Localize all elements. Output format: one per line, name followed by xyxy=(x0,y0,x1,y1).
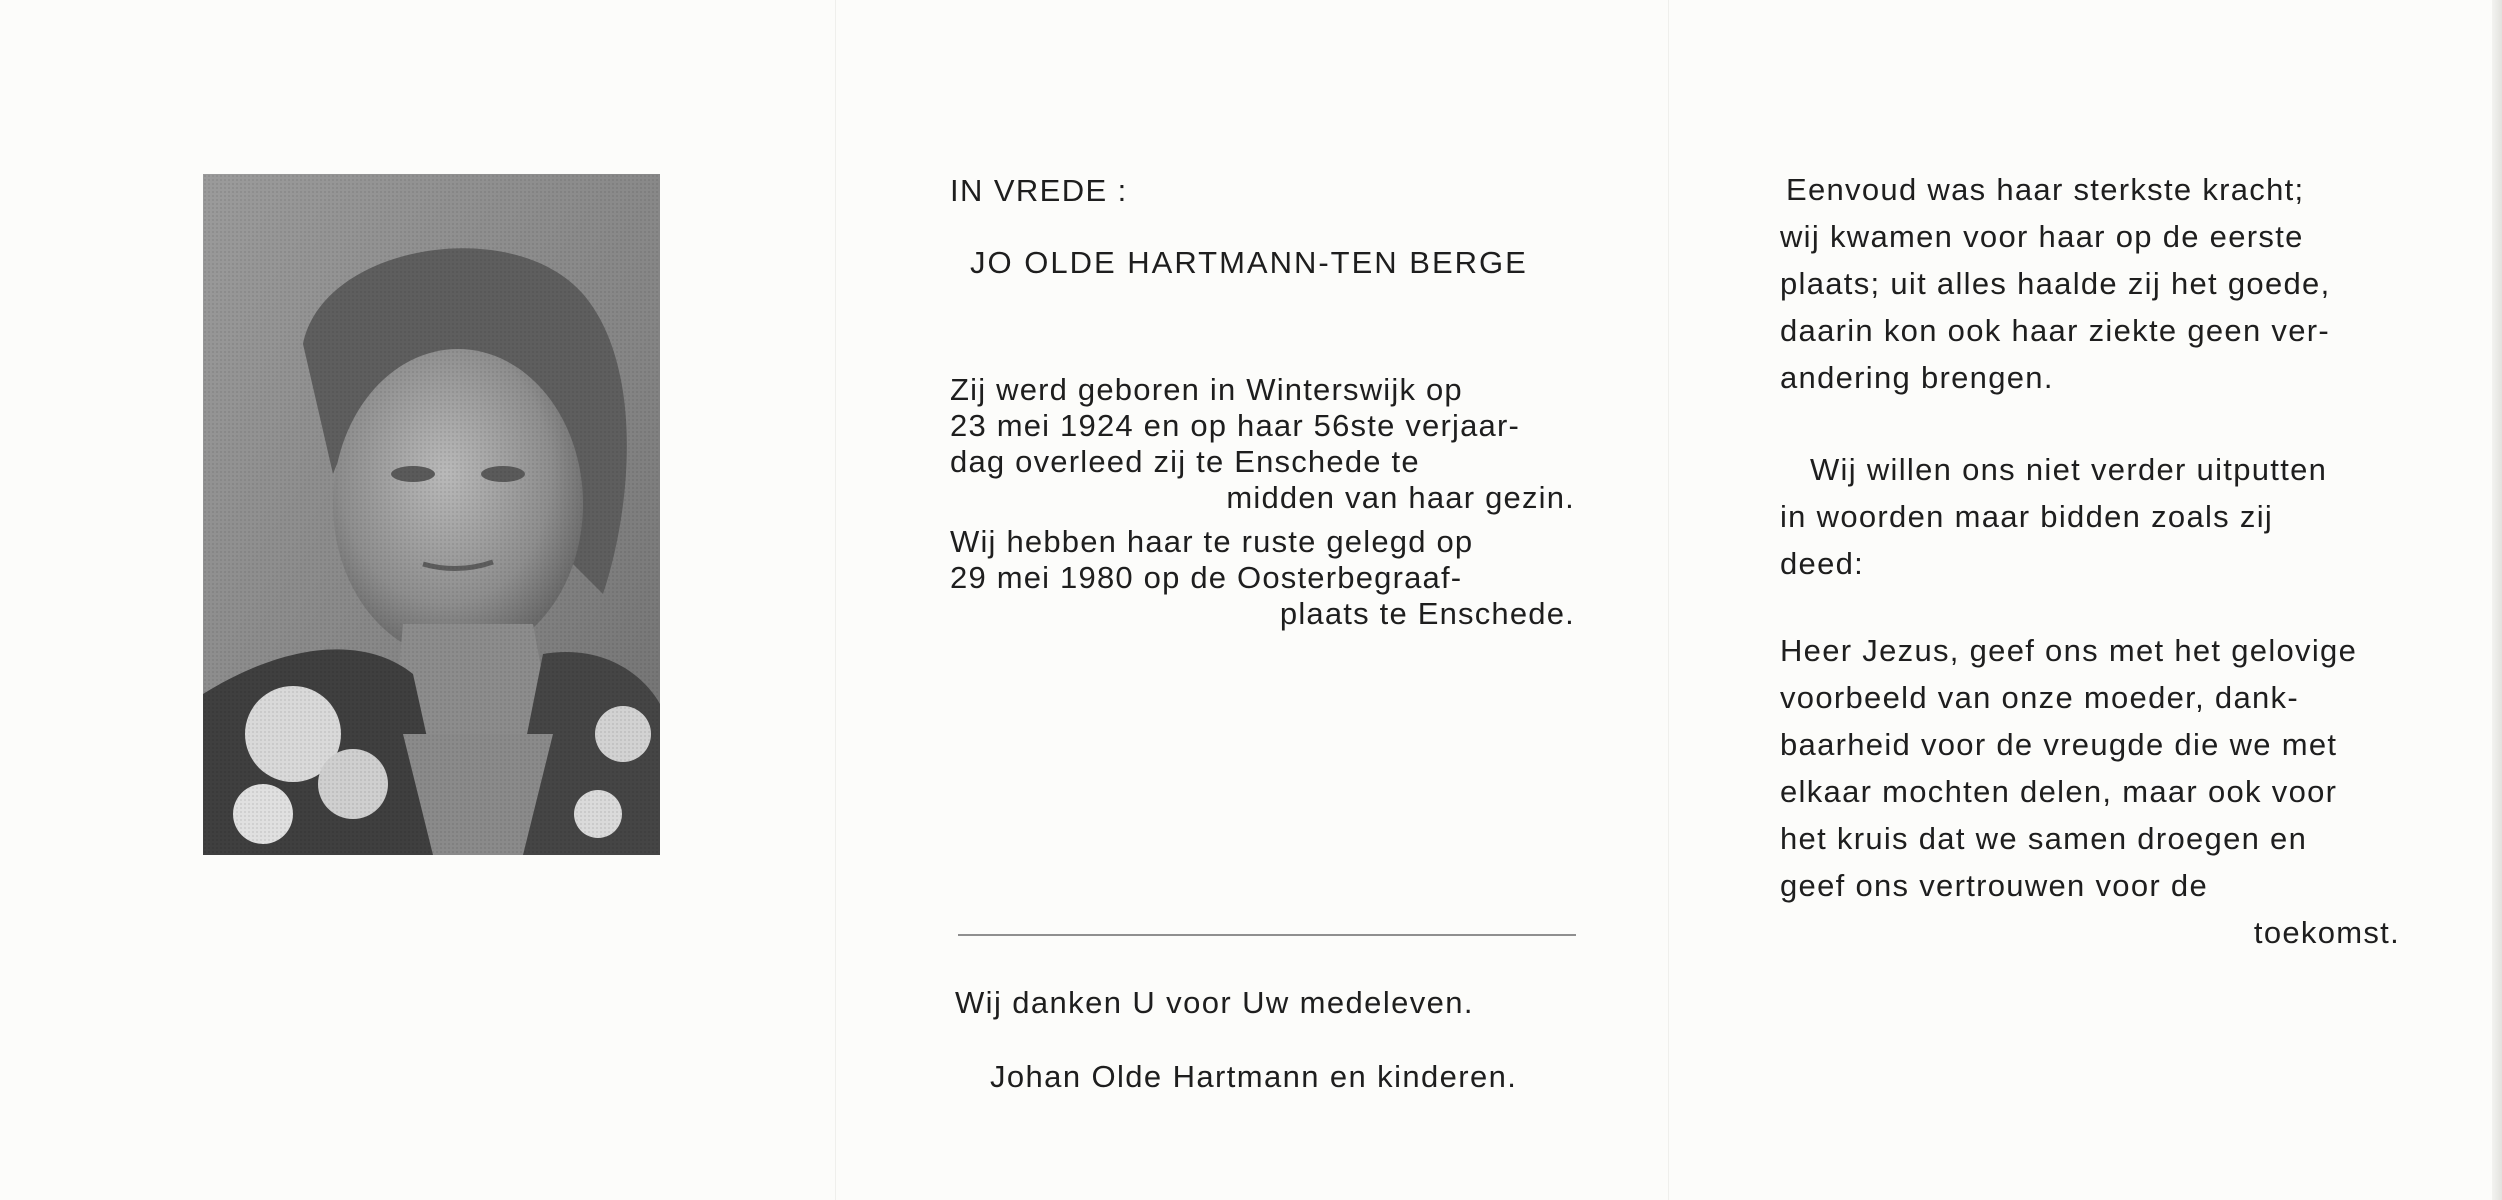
text-line: Heer Jezus, geef ons met het gelovige xyxy=(1780,633,2358,668)
text-line: voorbeeld van onze moeder, dank- xyxy=(1780,680,2299,715)
text-line: Eenvoud was haar sterkste kracht; xyxy=(1786,172,2305,207)
family-signature: Johan Olde Hartmann en kinderen. xyxy=(990,1059,1518,1094)
text-line: Wij hebben haar te ruste gelegd op xyxy=(950,524,1474,559)
verse-stanza-1 xyxy=(1780,166,2400,401)
text-line: midden van haar gezin. xyxy=(1226,480,1575,515)
burial-paragraph xyxy=(950,524,1575,632)
text-line: het kruis dat we samen droegen en xyxy=(1780,821,2308,856)
deceased-name: JO OLDE HARTMANN-TEN BERGE xyxy=(970,245,1528,280)
text-line: dag overleed zij te Enschede te xyxy=(950,444,1420,479)
text-line: plaats; uit alles haalde zij het goede, xyxy=(1780,266,2331,301)
thanks-text: Wij danken U voor Uw medeleven. xyxy=(955,985,1474,1020)
divider xyxy=(958,934,1576,936)
text-line: 29 mei 1980 op de Oosterbegraaf- xyxy=(950,560,1463,595)
text-line: toekomst. xyxy=(2253,915,2400,950)
text-line: andering brengen. xyxy=(1780,360,2054,395)
prayer xyxy=(1780,627,2400,956)
text-line: wij kwamen voor haar op de eerste xyxy=(1780,219,2304,254)
portrait-photo xyxy=(203,174,660,855)
text-line: deed: xyxy=(1780,546,1865,581)
text-line: geef ons vertrouwen voor de xyxy=(1780,868,2209,903)
verse-stanza-2 xyxy=(1780,446,2400,587)
fold-line-left xyxy=(835,0,836,1200)
heading: IN VREDE : xyxy=(950,173,1128,208)
text-line: Wij willen ons niet verder uitputten xyxy=(1810,452,2328,487)
text-line: elkaar mochten delen, maar ook voor xyxy=(1780,774,2338,809)
card-edge xyxy=(2492,0,2502,1200)
text-line: in woorden maar bidden zoals zij xyxy=(1780,499,2274,534)
text-line: 23 mei 1924 en op haar 56ste verjaar- xyxy=(950,408,1521,443)
text-line: daarin kon ook haar ziekte geen ver- xyxy=(1780,313,2330,348)
fold-line-right xyxy=(1668,0,1669,1200)
portrait-photo-icon xyxy=(203,174,660,855)
text-line: Zij werd geboren in Winterswijk op xyxy=(950,372,1463,407)
birth-death-paragraph xyxy=(950,372,1575,516)
text-line: baarheid voor de vreugde die we met xyxy=(1780,727,2338,762)
text-line: plaats te Enschede. xyxy=(1279,596,1575,631)
